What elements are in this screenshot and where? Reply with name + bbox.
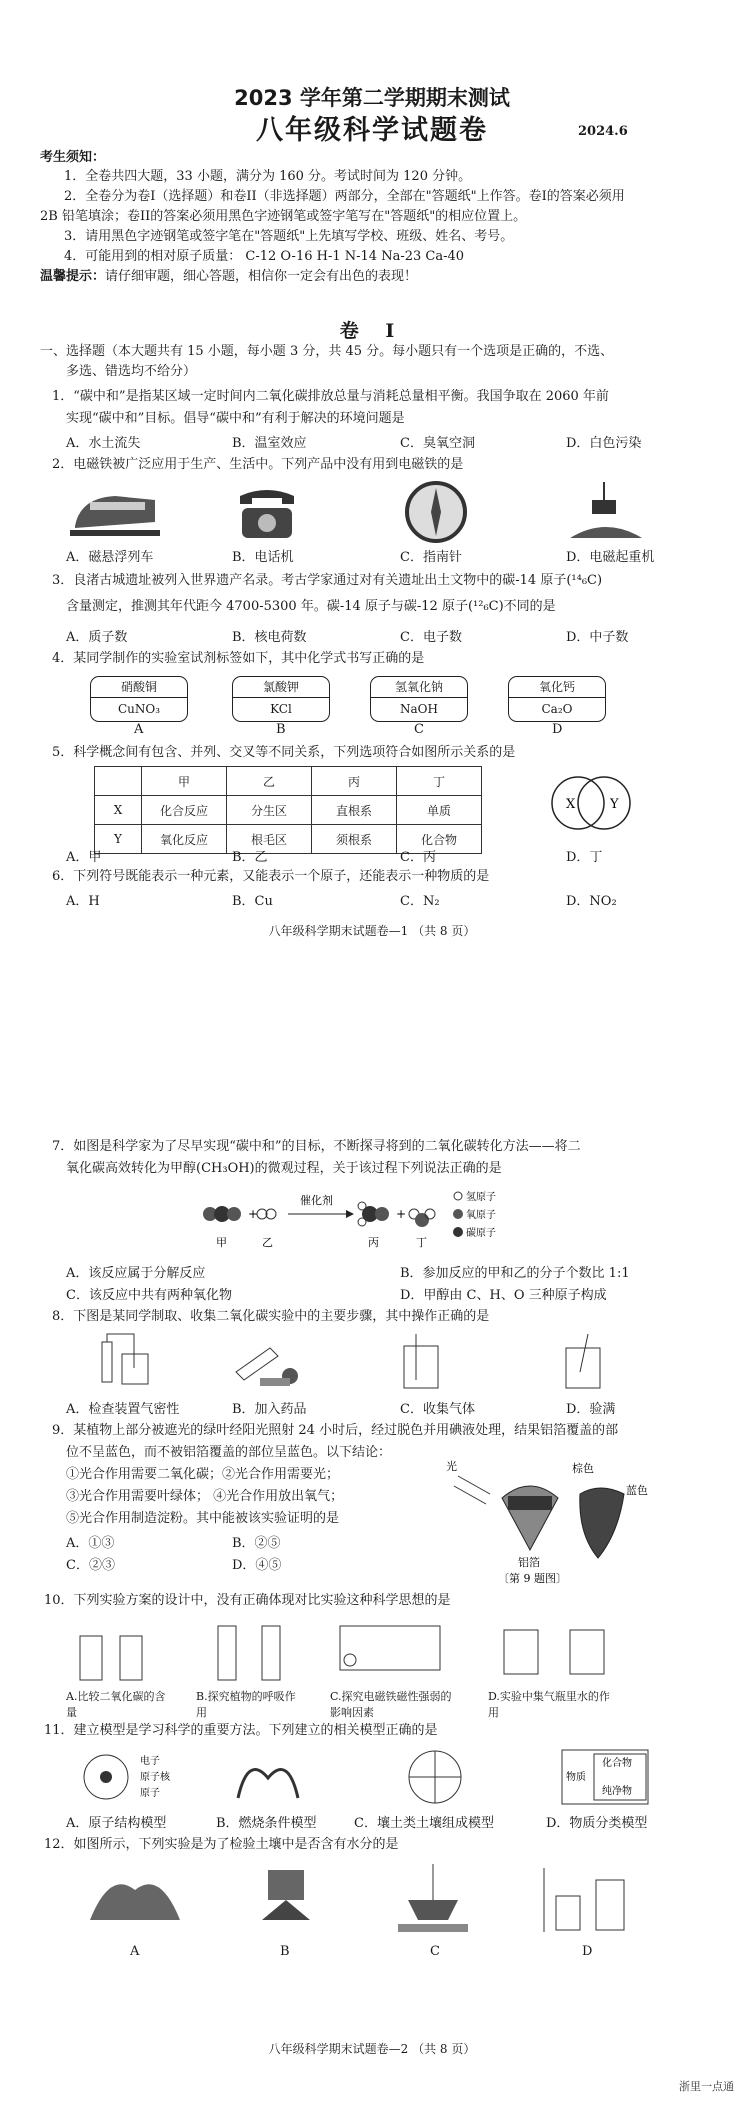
q1-option-d: D．白色污染 xyxy=(566,436,642,451)
q6-option-c: C．N₂ xyxy=(400,894,440,909)
reagent-label-b xyxy=(232,676,330,722)
q11-option-c: C．壤土类土壤组成模型 xyxy=(354,1816,494,1831)
q7-stem-2: 氧化碳高效转化为甲醇(CH₃OH)的微观过程，关于该过程下列说法正确的是 xyxy=(66,1161,502,1176)
table-row xyxy=(95,796,482,825)
q10-option-c: C.探究电磁铁磁性强弱的影响因素 xyxy=(330,1690,452,1719)
reagent-b-name: 氯酸钾 xyxy=(233,677,329,698)
q12-letter-d: D xyxy=(582,1944,593,1959)
atom-label-atom: 原子 xyxy=(140,1788,160,1799)
q10-option-a: A.比较二氧化碳的含量 xyxy=(66,1690,166,1719)
table-header-cell: 丙 xyxy=(312,767,397,796)
page-footer-2: 八年级科学期末试题卷—2 （共 8 页） xyxy=(268,2042,476,2056)
fig9-light-label: 光 xyxy=(446,1460,457,1473)
q2-option-a: A．磁悬浮列车 xyxy=(66,550,154,565)
q12-picture-b xyxy=(246,1860,326,1940)
q12-picture-a xyxy=(80,1860,190,1940)
section-title: 卷 I xyxy=(339,320,405,342)
q12-picture-c xyxy=(388,1860,478,1940)
q7-option-b: B．参加反应的甲和乙的分子个数比 1:1 xyxy=(400,1266,630,1281)
q9-conclusions-2: ③光合作用需要叶绿体； ④光合作用放出氧气； xyxy=(66,1489,344,1504)
q1-option-a: A．水土流失 xyxy=(66,436,141,451)
q7-stem-1: 7．如图是科学家为了尽早实现“碳中和”的目标，不断探寻将到的二氧化碳转化方法——将二 xyxy=(52,1139,581,1154)
atom-label-electron: 电子 xyxy=(140,1756,160,1767)
table-cell: 化合物 xyxy=(397,825,482,854)
table-cell: 根毛区 xyxy=(227,825,312,854)
table-cell: 分生区 xyxy=(227,796,312,825)
class-label-matter: 物质 xyxy=(566,1772,586,1783)
venn-diagram xyxy=(536,768,646,838)
notice-item-4: 4．可能用到的相对原子质量： C-12 O-16 H-1 N-14 Na-23 Ca-40 xyxy=(64,249,465,264)
q6-option-a: A．H xyxy=(66,894,100,909)
q7-option-a: A．该反应属于分解反应 xyxy=(66,1266,206,1281)
q5-option-a: A．甲 xyxy=(66,850,102,865)
q5-option-b: B．乙 xyxy=(232,850,268,865)
maglev-train-picture xyxy=(70,486,160,540)
q9-stem-1: 9．某植物上部分被遮光的绿叶经阳光照射 24 小时后，经过脱色并用碘液处理，结果铝箔覆盖的部 xyxy=(52,1423,619,1438)
tip-text: 请仔细审题，细心答题，相信你一定会有出色的表现！ xyxy=(105,269,418,284)
svg-text:+: + xyxy=(248,1207,259,1221)
tip-label: 温馨提示： xyxy=(40,269,106,284)
table-cell: 化合反应 xyxy=(142,796,227,825)
q5-option-c: C．丙 xyxy=(400,850,436,865)
molecule-label-bing: 丙 xyxy=(368,1236,379,1249)
q9-stem-2: 位不呈蓝色，而不被铝箔覆盖的部位呈蓝色。以下结论： xyxy=(66,1445,392,1460)
table-cell: 氧化反应 xyxy=(142,825,227,854)
q3-stem-1: 3．良渚古城遗址被列入世界遗产名录。考古学家通过对有关遗址出土文物中的碳-14 原子(¹⁴₆C) xyxy=(52,573,603,588)
q8-option-b: B．加入药品 xyxy=(232,1402,307,1417)
table-cell: 须根系 xyxy=(312,825,397,854)
atom-label-nucleus: 原子核 xyxy=(140,1772,170,1783)
reagent-b-letter: B xyxy=(276,722,286,737)
fig9-foil-label: 铝箔 xyxy=(518,1556,540,1569)
combustion-model-picture xyxy=(228,1748,308,1806)
q9-conclusions-1: ①光合作用需要二氧化碳；②光合作用需要光； xyxy=(66,1467,340,1482)
q4-stem: 4．某同学制作的实验室试剂标签如下，其中化学式书写正确的是 xyxy=(52,651,425,666)
legend-carbon: 碳原子 xyxy=(466,1228,496,1239)
notice-item-2-cont: 2B 铅笔填涂；卷II的答案必须用黑色字迹钢笔或签字笔写在"答题纸"的相应位置上。 xyxy=(40,209,527,224)
q11-option-d: D．物质分类模型 xyxy=(546,1816,648,1831)
q9-option-a: A．①③ xyxy=(66,1536,115,1551)
q8-option-a: A．检查装置气密性 xyxy=(66,1402,180,1417)
fig9-brown-label: 棕色 xyxy=(572,1462,594,1475)
q7-option-c: C．该反应中共有两种氧化物 xyxy=(66,1288,232,1303)
q11-option-b: B．燃烧条件模型 xyxy=(216,1816,317,1831)
q10-option-b: B.探究植物的呼吸作用 xyxy=(196,1690,296,1719)
gas-bottle-water-picture xyxy=(488,1616,628,1686)
electromagnetic-crane-picture xyxy=(566,480,646,544)
q2-option-c: C．指南针 xyxy=(400,550,462,565)
exam-title-line2: 八年级科学试题卷 xyxy=(256,115,488,146)
watermark: 浙里一点通 xyxy=(679,2080,734,2093)
telephone-picture xyxy=(232,482,302,542)
table-header-cell: 丁 xyxy=(397,767,482,796)
q6-stem: 6．下列符号既能表示一种元素，又能表示一个原子，还能表示一种物质的是 xyxy=(52,869,490,884)
gas-collection-picture xyxy=(396,1332,446,1390)
q8-option-c: C．收集气体 xyxy=(400,1402,475,1417)
legend-hydrogen: 氢原子 xyxy=(466,1192,496,1203)
concept-table xyxy=(94,766,482,854)
section-intro-2: 多选、错选均不给分） xyxy=(66,364,197,379)
q8-option-d: D．验满 xyxy=(566,1402,616,1417)
q11-stem: 11．建立模型是学习科学的重要方法。下列建立的相关模型正确的是 xyxy=(44,1723,438,1738)
adding-reagent-picture xyxy=(230,1332,310,1390)
reagent-a-letter: A xyxy=(134,722,144,737)
atom-model-picture xyxy=(80,1748,200,1806)
notice-item-3: 3．请用黑色字迹钢笔或签字笔在"答题纸"上先填写学校、班级、姓名、考号。 xyxy=(64,229,514,244)
legend-oxygen: 氧原子 xyxy=(466,1210,496,1221)
page-footer-1: 八年级科学期末试题卷—1 （共 8 页） xyxy=(268,924,476,938)
q9-option-b: B．②⑤ xyxy=(232,1536,281,1551)
venn-label-x: X xyxy=(566,797,576,812)
reagent-a-formula: CuNO₃ xyxy=(117,702,161,716)
notice-item-2: 2．全卷分为卷I（选择题）和卷II（非选择题）两部分，全部在"答题纸"上作答。卷I的答案必须用 xyxy=(64,189,625,204)
q2-stem: 2．电磁铁被广泛应用于生产、生活中。下列产品中没有用到电磁铁的是 xyxy=(52,457,464,472)
q3-option-d: D．中子数 xyxy=(566,630,629,645)
q10-stem: 10．下列实验方案的设计中，没有正确体现对比实验这种科学思想的是 xyxy=(44,1593,451,1608)
q5-stem: 5．科学概念间有包含、并列、交叉等不同关系，下列选项符合如图所示关系的是 xyxy=(52,745,516,760)
q10-option-d: D.实验中集气瓶里水的作用 xyxy=(488,1690,610,1719)
methanol-reaction-diagram xyxy=(196,1186,516,1256)
reagent-d-name: 氧化钙 xyxy=(509,677,605,698)
table-cell: 直根系 xyxy=(312,796,397,825)
full-check-picture xyxy=(558,1332,608,1390)
reagent-d-formula: Ca₂O xyxy=(541,702,573,716)
q2-option-b: B．电话机 xyxy=(232,550,294,565)
q9-option-d: D．④⑤ xyxy=(232,1558,282,1573)
leaf-experiment-figure xyxy=(440,1454,650,1584)
reagent-label-a xyxy=(90,676,188,722)
q6-option-b: B．Cu xyxy=(232,894,273,909)
matter-classification-picture xyxy=(560,1748,650,1806)
soil-model-picture xyxy=(400,1748,470,1806)
q12-stem: 12．如图所示，下列实验是为了检验土壤中是否含有水分的是 xyxy=(44,1837,399,1852)
molecule-label-jia: 甲 xyxy=(216,1236,227,1249)
svg-text:+: + xyxy=(396,1207,407,1221)
co2-comparison-picture xyxy=(70,1616,170,1686)
section-intro-1: 一、选择题（本大题共有 15 小题，每小题 3 分，共 45 分。每小题只有一个选项是正确的，不选、 xyxy=(40,344,614,359)
q7-option-d: D．甲醇由 C、H、O 三种原子构成 xyxy=(400,1288,607,1303)
table-header-cell: 甲 xyxy=(142,767,227,796)
q1-stem-1: 1．“碳中和”是指某区域一定时间内二氧化碳排放总量与消耗总量相平衡。我国争取在 2060 年前 xyxy=(52,389,609,404)
reagent-c-name: 氢氧化钠 xyxy=(371,677,467,698)
electromagnet-circuit-picture xyxy=(330,1616,460,1686)
exam-title-line1: 2023 学年第二学期期末测试 xyxy=(234,86,510,110)
plant-respiration-picture xyxy=(196,1616,306,1686)
reagent-d-letter: D xyxy=(552,722,563,737)
q1-option-c: C．臭氧空洞 xyxy=(400,436,475,451)
q3-stem-2: 含量测定，推测其年代距今 4700-5300 年。碳-14 原子与碳-12 原子(¹²₆C)不同的是 xyxy=(66,599,556,614)
reagent-b-formula: KCl xyxy=(270,702,292,716)
q12-letter-a: A xyxy=(130,1944,140,1959)
table-cell: 单质 xyxy=(397,796,482,825)
class-label-pure: 纯净物 xyxy=(602,1786,632,1797)
notice-title: 考生须知： xyxy=(40,150,106,165)
reagent-label-c xyxy=(370,676,468,722)
q9-conclusions-3: ⑤光合作用制造淀粉。其中能被该实验证明的是 xyxy=(66,1511,340,1526)
table-cell: X xyxy=(95,796,142,825)
q1-option-b: B．温室效应 xyxy=(232,436,307,451)
table-header-cell: 乙 xyxy=(227,767,312,796)
q5-option-d: D．丁 xyxy=(566,850,603,865)
fig9-caption: 〔第 9 题图〕 xyxy=(498,1572,567,1584)
catalyst-label: 催化剂 xyxy=(300,1194,333,1207)
airtightness-check-picture xyxy=(92,1332,162,1390)
q11-option-a: A．原子结构模型 xyxy=(66,1816,167,1831)
reagent-c-letter: C xyxy=(414,722,424,737)
class-label-compound: 化合物 xyxy=(602,1758,632,1769)
molecule-label-yi: 乙 xyxy=(262,1236,273,1249)
q2-option-d: D．电磁起重机 xyxy=(566,550,655,565)
venn-label-y: Y xyxy=(610,797,619,812)
q3-option-c: C．电子数 xyxy=(400,630,462,645)
table-header-cell xyxy=(95,767,142,796)
q8-stem: 8．下图是某同学制取、收集二氧化碳实验中的主要步骤，其中操作正确的是 xyxy=(52,1309,490,1324)
q12-letter-b: B xyxy=(280,1944,290,1959)
exam-date: 2024.6 xyxy=(578,124,628,139)
q9-option-c: C．②③ xyxy=(66,1558,115,1573)
q3-option-b: B．核电荷数 xyxy=(232,630,307,645)
compass-picture xyxy=(404,480,468,544)
reagent-label-d xyxy=(508,676,606,722)
table-cell: Y xyxy=(95,825,142,854)
q1-stem-2: 实现“碳中和”目标。倡导“碳中和”有利于解决的环境问题是 xyxy=(66,411,405,426)
q3-option-a: A．质子数 xyxy=(66,630,128,645)
q12-picture-d xyxy=(530,1860,640,1940)
q6-option-d: D．NO₂ xyxy=(566,894,617,909)
molecule-label-ding: 丁 xyxy=(416,1236,427,1249)
reagent-a-name: 硝酸铜 xyxy=(91,677,187,698)
table-header-row xyxy=(95,767,482,796)
reagent-c-formula: NaOH xyxy=(400,702,438,716)
q12-letter-c: C xyxy=(430,1944,440,1959)
fig9-blue-label: 蓝色 xyxy=(626,1484,648,1497)
notice-item-1: 1．全卷共四大题，33 小题，满分为 160 分。考试时间为 120 分钟。 xyxy=(64,169,472,184)
